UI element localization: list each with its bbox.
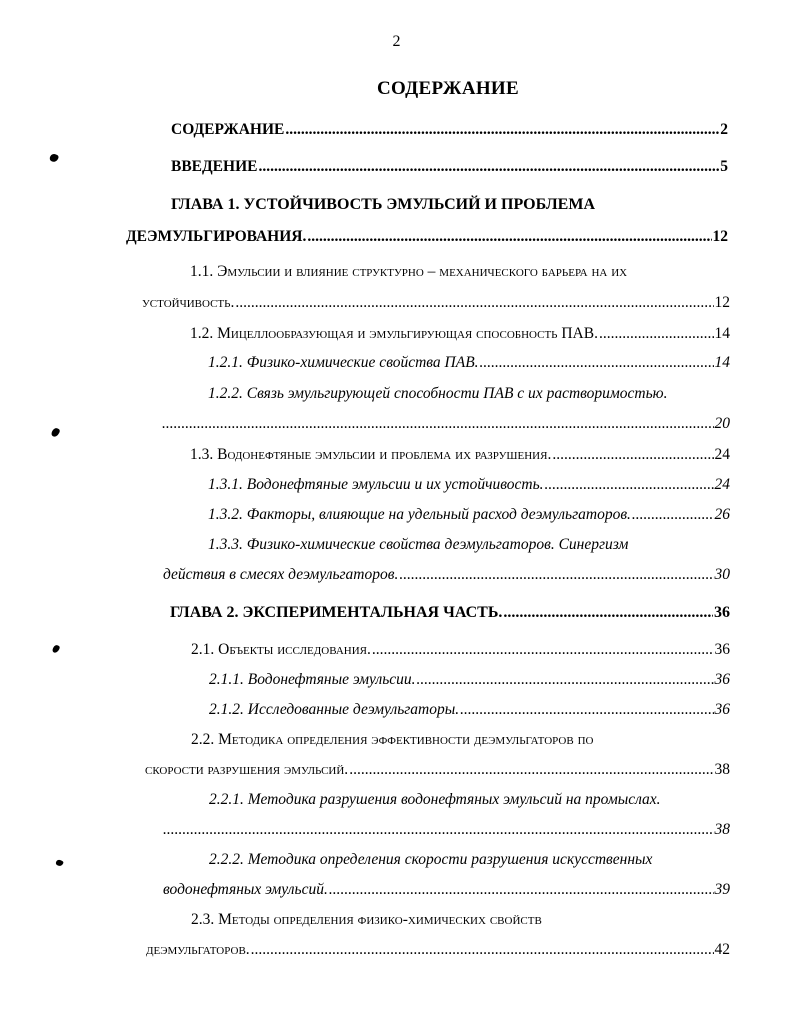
toc-page: 38 xyxy=(714,821,730,838)
toc-entry-2-2-2-line2[interactable] xyxy=(163,881,730,899)
scan-speck-1 xyxy=(49,153,60,164)
scan-speck-4 xyxy=(55,859,64,867)
toc-entry-intro[interactable] xyxy=(171,158,728,176)
toc-entry-2-3-line2[interactable] xyxy=(146,941,730,959)
toc-label: 2.1. Объекты исследования. xyxy=(191,641,371,658)
toc-label: 2.1.1. Водонефтяные эмульсии. xyxy=(209,671,416,688)
toc-label: ДЕЭМУЛЬГИРОВАНИЯ. xyxy=(126,228,307,245)
toc-page: 30 xyxy=(714,566,730,583)
toc-label: 1.3. Водонефтяные эмульсии и проблема их разрушения. xyxy=(190,446,552,463)
toc-page: 5 xyxy=(720,158,728,175)
toc-entry-2-3-line1[interactable]: 2.3. Методы определения физико-химических свойств xyxy=(191,911,542,928)
page-number: 2 xyxy=(392,33,401,50)
toc-entry-1-2-2-line1[interactable]: 1.2.2. Связь эмульгирующей способности ПАВ с их растворимостью. xyxy=(208,385,668,402)
toc-entry-2-1[interactable] xyxy=(191,641,730,659)
toc-entry-1-1-line2[interactable] xyxy=(142,294,730,312)
toc-page: 36 xyxy=(714,701,730,718)
toc-page: 36 xyxy=(714,671,730,688)
toc-entry-1-3-1[interactable] xyxy=(208,476,730,494)
toc-entry-1-3-2[interactable] xyxy=(208,506,730,524)
toc-entry-1-2-1[interactable] xyxy=(208,354,730,372)
toc-page: 2 xyxy=(720,121,728,138)
toc-page: 39 xyxy=(714,881,730,898)
scan-speck-2 xyxy=(50,427,60,438)
toc-page: 36 xyxy=(714,641,730,658)
toc-entry-2-2-line2[interactable] xyxy=(145,761,730,779)
toc-page: 24 xyxy=(714,446,730,463)
toc-page: 36 xyxy=(714,604,730,621)
toc-entry-2-1-2[interactable] xyxy=(209,701,730,719)
toc-page: 14 xyxy=(714,354,730,371)
toc-entry-1-3[interactable] xyxy=(190,446,730,464)
toc-label: скорости разрушения эмульсий. xyxy=(145,761,349,778)
toc-entry-ch1-line1[interactable]: ГЛАВА 1. УСТОЙЧИВОСТЬ ЭМУЛЬСИЙ И ПРОБЛЕМА xyxy=(171,196,595,213)
toc-label: ВВЕДЕНИЕ xyxy=(171,158,258,175)
toc-entry-1-1-line1[interactable]: 1.1. Эмульсии и влияние структурно – механического барьера на их xyxy=(190,263,628,280)
toc-entry-1-3-3-line2[interactable] xyxy=(163,566,730,584)
toc-entry-ch1-line2[interactable] xyxy=(126,228,728,246)
toc-entry-2-1-1[interactable] xyxy=(209,671,730,689)
toc-entry-ch2[interactable] xyxy=(170,604,730,622)
toc-label: 1.2.1. Физико-химические свойства ПАВ. xyxy=(208,354,479,371)
toc-entry-1-3-3-line1[interactable]: 1.3.3. Физико-химические свойства деэмульгаторов. Синергизм xyxy=(208,536,629,553)
page-title: СОДЕРЖАНИЕ xyxy=(377,78,519,99)
toc-label: ГЛАВА 2. ЭКСПЕРИМЕНТАЛЬНАЯ ЧАСТЬ. xyxy=(170,604,503,621)
toc-entry-2-2-line1[interactable]: 2.2. Методика определения эффективности деэмульгаторов по xyxy=(191,731,594,748)
toc-label: 1.2. Мицеллообразующая и эмульгирующая способность ПАВ. xyxy=(190,325,598,342)
toc-page: 20 xyxy=(714,415,730,432)
toc-entry-1-2[interactable] xyxy=(190,325,730,343)
toc-entry-2-2-1-line2[interactable] xyxy=(163,821,730,839)
toc-entry-1-2-2-line2[interactable] xyxy=(162,415,730,433)
toc-label: деэмульгаторов. xyxy=(146,941,250,958)
toc-label: устойчивость. xyxy=(142,294,235,311)
toc-label: 1.3.1. Водонефтяные эмульсии и их устойчивость. xyxy=(208,476,544,493)
toc-label: СОДЕРЖАНИЕ xyxy=(171,121,285,138)
toc-entry-contents[interactable] xyxy=(171,121,728,139)
toc-page: 12 xyxy=(714,294,730,311)
toc-page: 38 xyxy=(714,761,730,778)
toc-page: 26 xyxy=(714,506,730,523)
toc-label: 2.1.2. Исследованные деэмульгаторы. xyxy=(209,701,460,718)
toc-page: 14 xyxy=(714,325,730,342)
toc-page: 42 xyxy=(714,941,730,958)
toc-entry-2-2-2-line1[interactable]: 2.2.2. Методика определения скорости разрушения искусственных xyxy=(209,851,653,868)
toc-label: водонефтяных эмульсий. xyxy=(163,881,328,898)
toc-label: 1.3.2. Факторы, влияющие на удельный расход деэмульгаторов. xyxy=(208,506,631,523)
toc-page: 24 xyxy=(714,476,730,493)
scan-speck-3 xyxy=(52,644,61,654)
toc-page: 12 xyxy=(712,228,728,245)
toc-entry-2-2-1-line1[interactable]: 2.2.1. Методика разрушения водонефтяных эмульсий на промыслах. xyxy=(209,791,661,808)
toc-label: действия в смесях деэмульгаторов. xyxy=(163,566,399,583)
